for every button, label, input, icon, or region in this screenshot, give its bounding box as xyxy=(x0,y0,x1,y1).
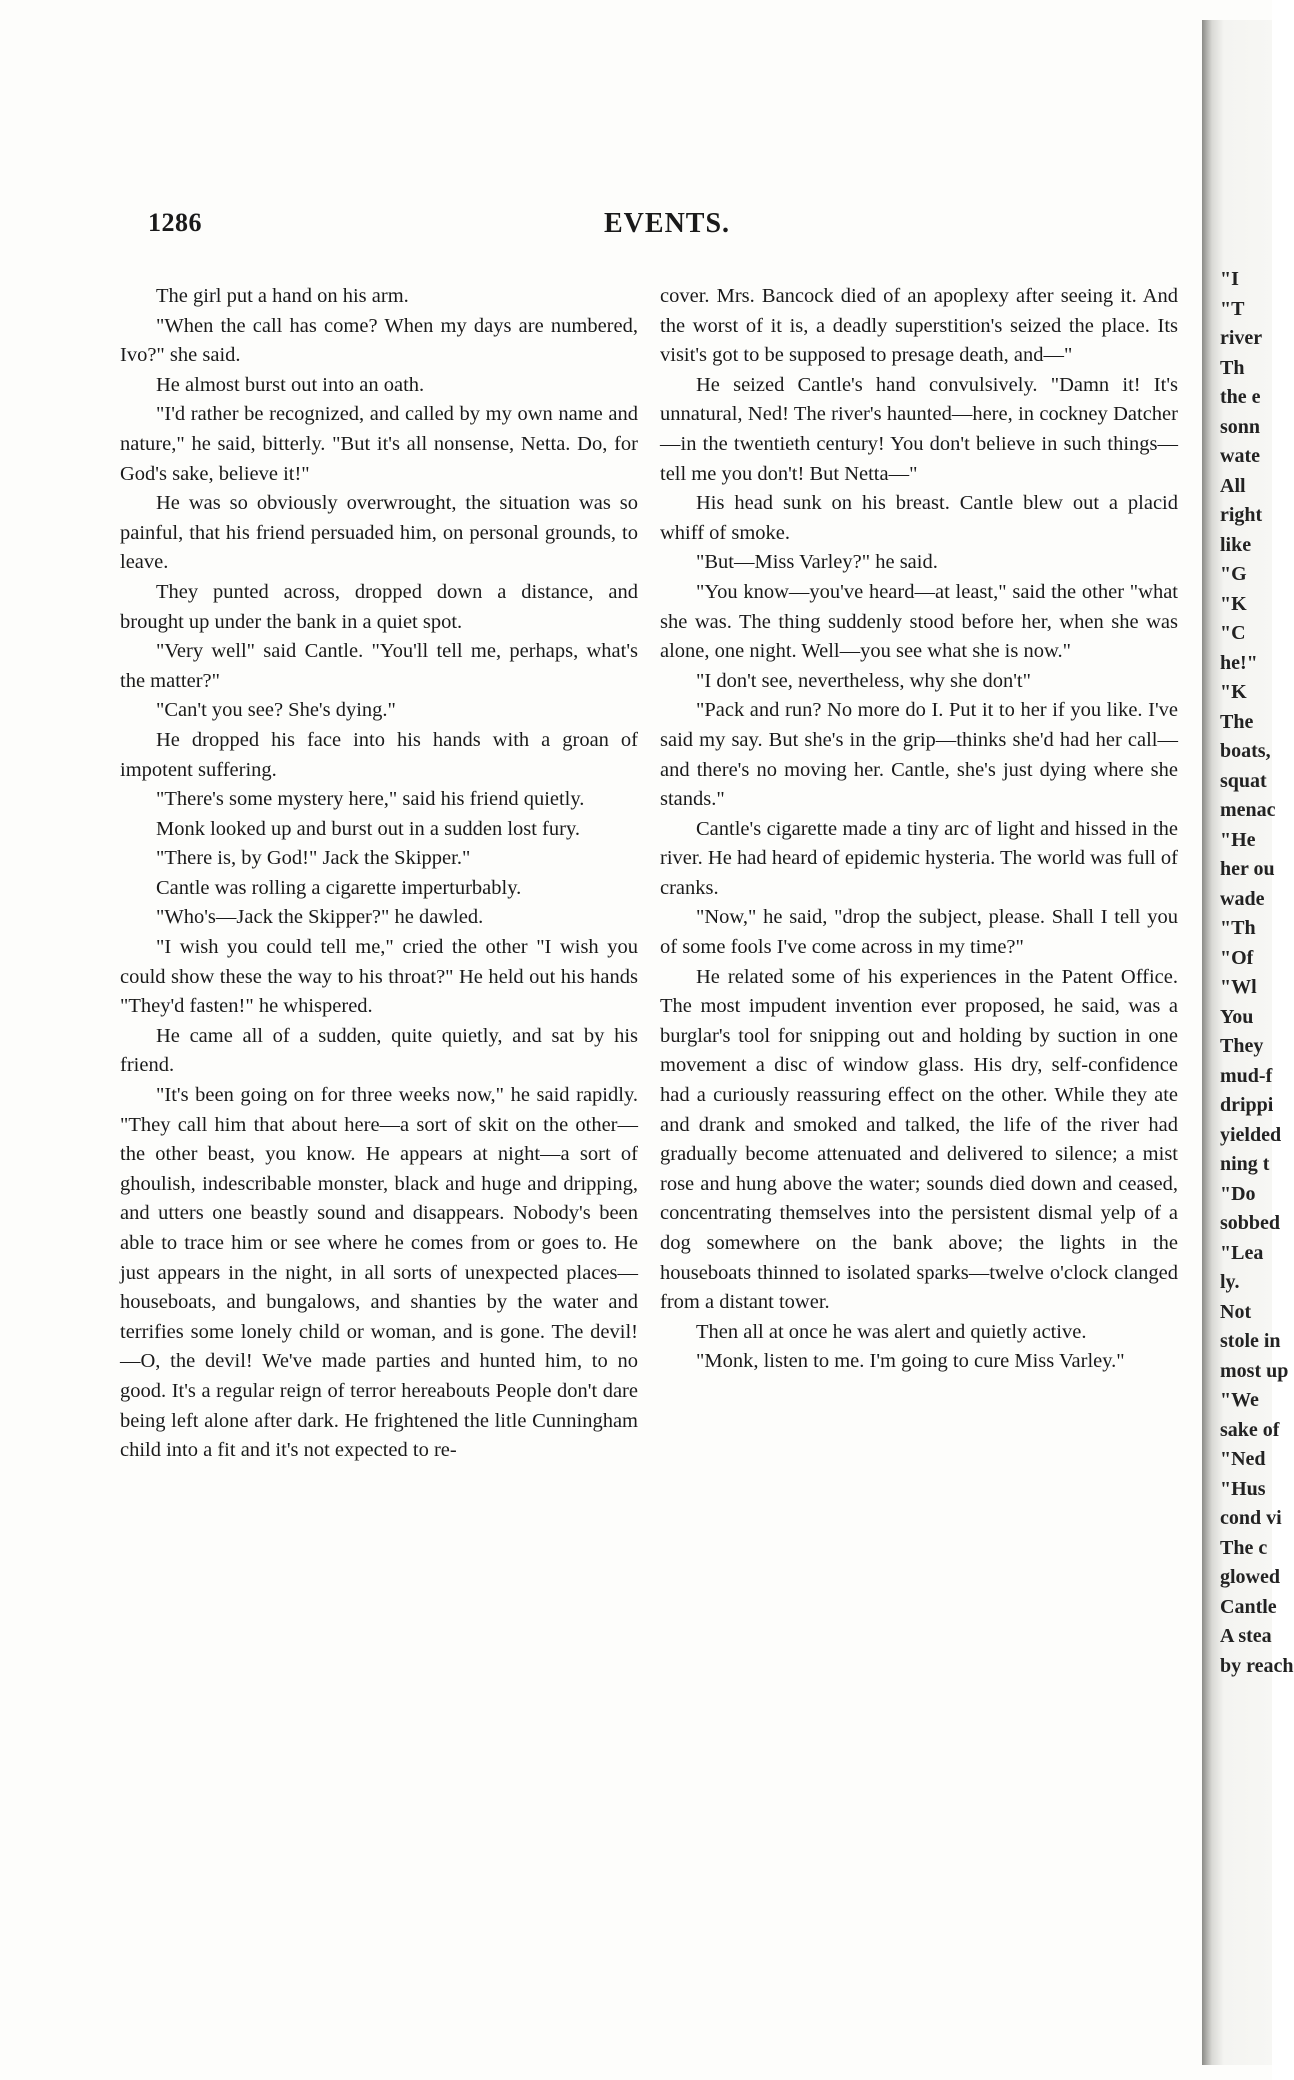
adjacent-page-fragment: "K xyxy=(1220,681,1247,703)
paragraph: "It's been going on for three weeks now," he said rapidly. "They call him that about here—a sort of skit on the other—the other beast, you know. He appears at night—a sort of ghoulish, indescribable monster, black and huge and dripping, and utters one beastly sound and disappears. Nobody's been able to trace him or see where he comes from or goes to. He just appears in the night, in all sorts of unexpected places—houseboats, and bungalows, and shanties by the water and terrifies some lonely child or woman, and is gone. The devil!—O, the devil! We've made parties and hunted him, to no good. It's a regular reign of terror hereabouts People don't dare being left alone after dark. He frightened the litle Cunningham child into a fit and it's not expected to re- xyxy=(120,1084,638,1462)
adjacent-page-fragment: boats, xyxy=(1220,740,1271,762)
adjacent-page-fragment: "Wl xyxy=(1220,976,1257,998)
adjacent-page-fragment: "We xyxy=(1220,1389,1259,1411)
paragraph: "Who's—Jack the Skipper?" he dawled. xyxy=(156,906,484,929)
adjacent-page-fragment: he!" xyxy=(1220,651,1258,674)
adjacent-page-fragment: "Hus xyxy=(1220,1477,1266,1500)
adjacent-page-fragment: "He xyxy=(1220,828,1256,851)
adjacent-page-fragment: ning t xyxy=(1220,1153,1270,1175)
adjacent-page-fragment: All xyxy=(1220,474,1246,497)
adjacent-page-fragment: "Of xyxy=(1220,946,1254,969)
adjacent-page-fragment: "Ned xyxy=(1220,1448,1266,1470)
paragraph: Cantle's cigarette made a tiny arc of light and hissed in the river. He had heard of epidemic hysteria. The world was full of cranks. xyxy=(660,817,1178,899)
paragraph: "You know—you've heard—at least," said the other "what she was. The thing suddenly stood before her, when she was alone, one night. Well—you see what she is now." xyxy=(660,580,1178,663)
paragraph: "When the call has come? When my days are numbered, Ivo?" she said. xyxy=(120,314,638,367)
adjacent-page-fragment: Cantle xyxy=(1220,1595,1277,1618)
adjacent-page-fragment: wate xyxy=(1220,445,1260,467)
paragraph: "There's some mystery here," said his friend quietly. xyxy=(156,788,585,811)
paragraph: "I don't see, nevertheless, why she don't" xyxy=(696,669,1031,692)
adjacent-page-fragment: the e xyxy=(1220,386,1261,408)
adjacent-page-fragment: wade xyxy=(1220,887,1265,910)
paragraph: "There is, by God!" Jack the Skipper." xyxy=(156,847,471,870)
adjacent-page-fragment: most up xyxy=(1220,1359,1289,1382)
adjacent-page-fragment: The xyxy=(1220,710,1254,733)
adjacent-page-fragment: cond vi xyxy=(1220,1507,1282,1529)
adjacent-page-fragment: Th xyxy=(1220,356,1245,379)
paragraph: Monk looked up and burst out in a sudden lost fury. xyxy=(156,817,581,840)
page-number: 1286 xyxy=(148,208,202,237)
paragraph: "Can't you see? She's dying." xyxy=(156,699,396,722)
adjacent-page-fragment: "G xyxy=(1220,563,1247,585)
adjacent-page-fragment: menac xyxy=(1220,799,1276,821)
adjacent-page-fragment: "K xyxy=(1220,592,1247,615)
paragraph: His head sunk on his breast. Cantle blew out a placid whiff of smoke. xyxy=(660,492,1178,544)
paragraph: "But—Miss Varley?" he said. xyxy=(696,551,938,574)
paragraph: "I'd rather be recognized, and called by my own name and nature," he said, bitterly. "But it's all nonsense, Netta. Do, for God's sake, believe it!" xyxy=(120,403,638,485)
adjacent-page-fragment: You xyxy=(1220,1005,1254,1028)
paragraph: They punted across, dropped down a distance, and brought up under the bank in a quiet spot. xyxy=(120,580,638,633)
adjacent-page-fragment: "C xyxy=(1220,622,1246,644)
adjacent-page-fragment: A stea xyxy=(1220,1625,1272,1647)
right-column xyxy=(660,282,1178,1377)
paragraph: He almost burst out into an oath. xyxy=(156,373,425,396)
adjacent-page-fragment: Not xyxy=(1220,1300,1252,1323)
adjacent-page-fragment: stole in xyxy=(1220,1330,1281,1352)
paragraph-continued: cover. Mrs. Bancock died of an apoplexy after seeing it. And the worst of it is, a deadly superstition's seized the place. Its visit's got to be supposed to presage death, and—" xyxy=(660,285,1178,367)
adjacent-page-fragment: mud-f xyxy=(1220,1064,1273,1087)
adjacent-page-fragment: "I xyxy=(1220,268,1239,290)
adjacent-page-fragment: by reach xyxy=(1220,1654,1294,1677)
adjacent-page-text xyxy=(1220,265,1294,1681)
paragraph: Then all at once he was alert and quietly active. xyxy=(696,1320,1087,1343)
paragraph: Cantle was rolling a cigarette imperturbably. xyxy=(156,876,522,899)
adjacent-page-fragment: her ou xyxy=(1220,858,1275,880)
paragraph: "Very well" said Cantle. "You'll tell me, perhaps, what's the matter?" xyxy=(120,640,638,692)
left-column xyxy=(120,282,638,1466)
adjacent-page-fragment: They xyxy=(1220,1035,1264,1057)
paragraph: He dropped his face into his hands with a groan of impotent suffering. xyxy=(120,728,638,781)
paragraph: He seized Cantle's hand convulsively. "Damn it! It's unnatural, Ned! The river's haunted—here, in cockney Datcher—in the twentieth century! You don't believe in such things—tell me you don't! But Netta—" xyxy=(660,373,1178,485)
adjacent-page-fragment: glowed xyxy=(1220,1566,1280,1588)
paragraph: "I wish you could tell me," cried the other "I wish you could show these the way to his throat?" He held out his hands "They'd fasten!" he whispered. xyxy=(120,936,638,1018)
adjacent-page-fragment: like xyxy=(1220,533,1252,556)
adjacent-page-fragment: squat xyxy=(1220,769,1267,792)
paragraph: "Monk, listen to me. I'm going to cure Miss Varley." xyxy=(696,1350,1125,1373)
adjacent-page-edge xyxy=(1202,20,1294,2065)
adjacent-page-fragment: "Do xyxy=(1220,1182,1256,1205)
adjacent-page-fragment: sobbed xyxy=(1220,1212,1281,1234)
running-head: EVENTS. xyxy=(604,208,731,239)
adjacent-page-fragment: river xyxy=(1220,327,1263,349)
adjacent-page-fragment: The c xyxy=(1220,1536,1268,1559)
paragraph: The girl put a hand on his arm. xyxy=(156,285,409,307)
adjacent-page-fragment: ly. xyxy=(1220,1271,1240,1293)
adjacent-page-fragment: drippi xyxy=(1220,1094,1274,1116)
paragraph: He related some of his experiences in the Patent Office. The most impudent invention ever proposed, he said, was a burglar's tool for snipping out and holding by suction in one movement a disc of window glass. His dry, self-confidence had a curiously reassuring effect on the other. While they ate and drank and smoked and talked, the life of the river had gradually become attenuated and delivered to silence; a mist rose and hung above the water; sounds died down and ceased, concentrating themselves into the persistent dismal yelp of a dog somewhere on the bank above; the lights in the houseboats thinned to isolated sparks—twelve o'clock clanged from a distant tower. xyxy=(660,965,1178,1314)
paragraph: He was so obviously overwrought, the situation was so painful, that his friend persuaded him, on personal grounds, to leave. xyxy=(120,492,638,574)
adjacent-page-fragment: sonn xyxy=(1220,415,1261,438)
paragraph: "Now," he said, "drop the subject, please. Shall I tell you of some fools I've come across in my time?" xyxy=(660,906,1178,959)
adjacent-page-fragment: right xyxy=(1220,504,1263,526)
adjacent-page-fragment: "T xyxy=(1220,297,1245,320)
paragraph: "Pack and run? No more do I. Put it to her if you like. I've said my say. But she's in the grip—thinks she'd had her call—and there's no moving her. Cantle, she's just dying where she stands." xyxy=(660,699,1178,811)
adjacent-page-fragment: yielded xyxy=(1220,1123,1282,1146)
adjacent-page-fragment: "Lea xyxy=(1220,1241,1264,1264)
paragraph: He came all of a sudden, quite quietly, and sat by his friend. xyxy=(120,1024,638,1077)
adjacent-page-fragment: sake of xyxy=(1220,1418,1280,1441)
adjacent-page-fragment: "Th xyxy=(1220,917,1256,939)
